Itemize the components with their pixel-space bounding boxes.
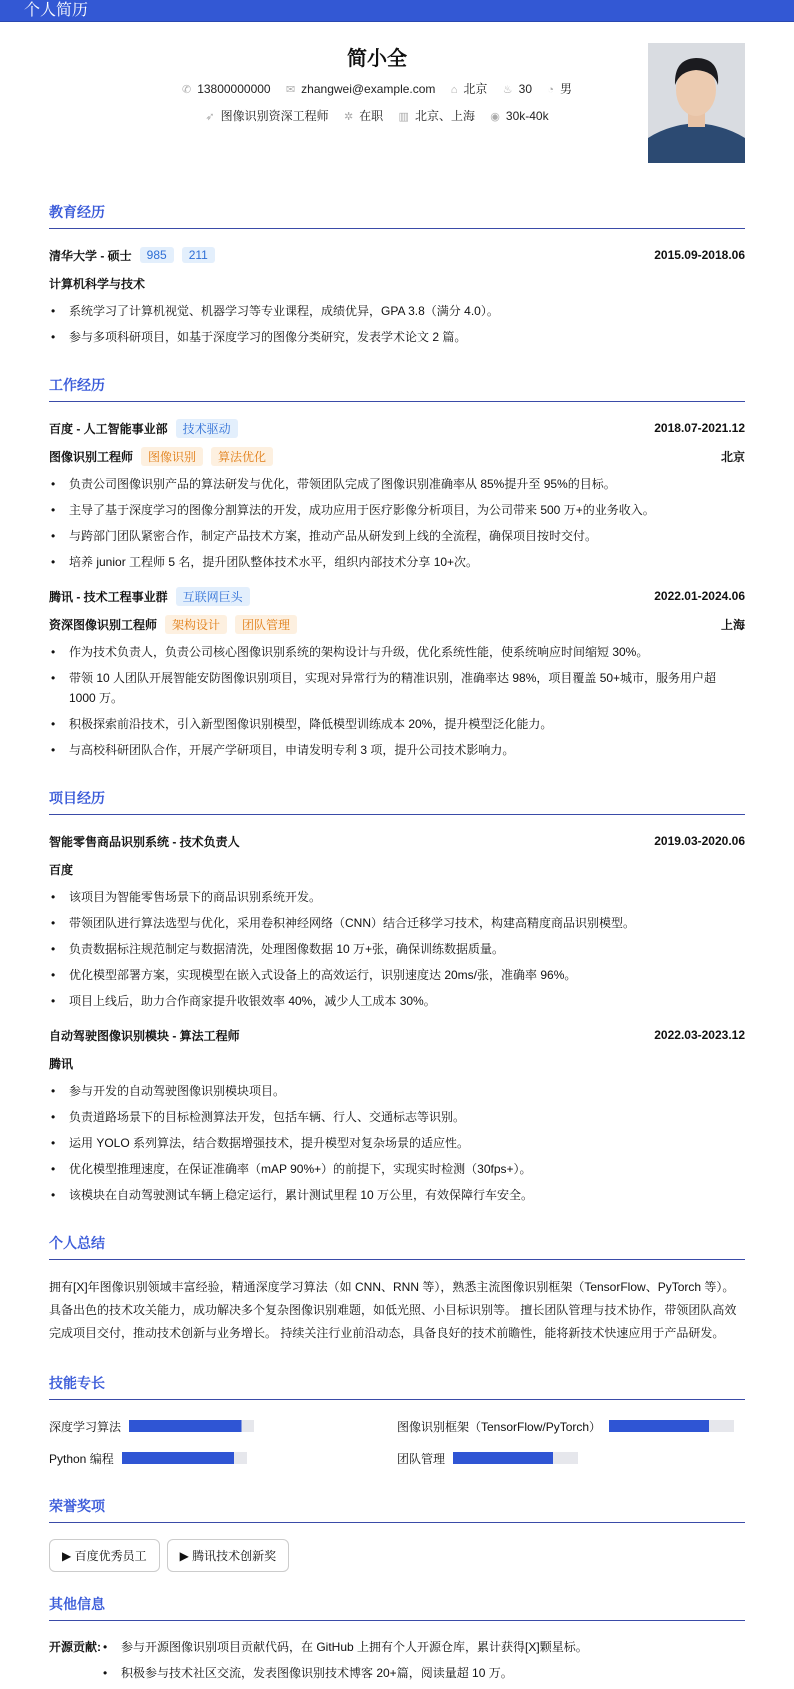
salary-icon: ◉ — [490, 111, 500, 123]
company-name: 百度 - 人工智能事业部 — [49, 421, 168, 436]
location: 北京 — [720, 449, 745, 464]
cake-icon: ♨ — [502, 84, 513, 96]
role-name: 图像识别工程师 — [49, 449, 134, 464]
date: 2015.09-2018.06 — [654, 248, 745, 262]
skill-bar-fill — [453, 1452, 553, 1464]
date: 2022.03-2023.12 — [654, 1028, 745, 1042]
skill-item — [397, 1448, 745, 1468]
list-item: • 积极探索前沿技术，引入新型图像识别模型，降低模型训练成本 20%，提升模型泛化能力。 — [49, 714, 745, 734]
age: 30 — [518, 82, 533, 96]
list-item: • 带领团队进行算法选型与优化，采用卷积神经网络（CNN）结合迁移学习技术，构建高精度商品识别模型。 — [49, 913, 745, 933]
skill-name: 团队管理 — [397, 1451, 446, 1466]
project-bullets — [49, 1081, 745, 1205]
date: 2022.01-2024.06 — [654, 589, 745, 603]
list-item: • 优化模型部署方案，实现模型在嵌入式设备上的高效运行，识别速度达 20ms/张，准确率 96%。 — [49, 965, 745, 985]
section-title-skills: 技能专长 — [49, 1373, 745, 1400]
gear-icon: ✲ — [343, 111, 354, 123]
list-item: • 参与多项科研项目，如基于深度学习的图像分类研究，发表学术论文 2 篇。 — [49, 327, 745, 347]
skill-bar — [122, 1452, 247, 1464]
company-row — [49, 586, 745, 606]
section-title-projects: 项目经历 — [49, 788, 745, 815]
award-label: 百度优秀员工 — [74, 1549, 147, 1563]
skill-bar — [129, 1420, 254, 1432]
tag: 算法优化 — [211, 447, 273, 466]
skill-item — [49, 1416, 397, 1436]
company-name: 腾讯 - 技术工程事业群 — [49, 589, 168, 604]
major: 计算机科学与技术 — [49, 276, 146, 291]
list-item: • 系统学习了计算机视觉、机器学习等专业课程，成绩优异，GPA 3.8（满分 4.0）。 — [49, 301, 745, 321]
list-item: • 负责道路场景下的目标检测算法开发，包括车辆、行人、交通标志等识别。 — [49, 1107, 745, 1127]
skill-bar-fill — [122, 1452, 235, 1464]
work-bullets — [49, 474, 745, 572]
list-item: • 参与开发的自动驾驶图像识别模块项目。 — [49, 1081, 745, 1101]
award-label: 腾讯技术创新奖 — [192, 1549, 277, 1563]
project-row — [49, 1025, 745, 1045]
skill-name: Python 编程 — [49, 1451, 114, 1466]
date: 2019.03-2020.06 — [654, 834, 745, 848]
section-title-other: 其他信息 — [49, 1594, 745, 1621]
skill-bar-fill — [129, 1420, 242, 1432]
section-title-awards: 荣誉奖项 — [49, 1496, 745, 1523]
tag: 211 — [182, 247, 215, 263]
list-item: • 负责公司图像识别产品的算法研发与优化，带领团队完成了图像识别准确率从 85%提升至 95%的目标。 — [49, 474, 745, 494]
tag: 技术驱动 — [176, 419, 238, 438]
profile-header — [49, 22, 745, 182]
home-icon: ⌂ — [450, 84, 458, 96]
education-row — [49, 245, 745, 265]
school: 清华大学 - 硕士 — [49, 248, 132, 263]
list-item: • 该项目为智能零售场景下的商品识别系统开发。 — [49, 887, 745, 907]
list-item: • 运用 YOLO 系列算法，结合数据增强技术，提升模型对复杂场景的适应性。 — [49, 1133, 745, 1153]
education-bullets — [49, 301, 745, 347]
work-list — [49, 418, 745, 760]
project-name: 自动驾驶图像识别模块 - 算法工程师 — [49, 1028, 240, 1043]
gender-icon: ◔ — [547, 84, 555, 96]
role-row — [49, 614, 745, 634]
building-icon: ▥ — [398, 111, 409, 123]
award-item[interactable] — [49, 1539, 160, 1572]
phone: 13800000000 — [197, 82, 271, 96]
project-bullets — [49, 887, 745, 1011]
tag: 团队管理 — [235, 615, 297, 634]
list-item: • 优化模型推理速度，在保证准确率（mAP 90%+）的前提下，实现实时检测（30fps+）。 — [49, 1159, 745, 1179]
list-item: • 该模块在自动驾驶测试车辆上稳定运行，累计测试里程 10 万公里，有效保障行车安全。 — [49, 1185, 745, 1205]
list-item: • 积极参与技术社区交流，发表图像识别技术博客 20+篇，阅读量超 10 万。 — [101, 1663, 588, 1683]
company — [49, 419, 238, 438]
gender: 男 — [560, 82, 573, 96]
list-item: • 主导了基于深度学习的图像分割算法的开发，成功应用于医疗影像分析项目，为公司带来 500 万+的业务收入。 — [49, 500, 745, 520]
play-icon: ▶ — [62, 1549, 75, 1563]
organization: 腾讯 — [49, 1056, 74, 1071]
skill-item — [49, 1448, 397, 1468]
job-intent — [49, 107, 745, 124]
other-info — [49, 1637, 745, 1689]
list-item: • 与跨部门团队紧密合作，制定产品技术方案，推动产品从研发到上线的全流程，确保项目按时交付。 — [49, 526, 745, 546]
org-row — [49, 1053, 745, 1073]
tag: 985 — [140, 247, 174, 263]
list-item: • 作为技术负责人，负责公司核心图像识别系统的架构设计与升级，优化系统性能，使系统响应时间缩短 30%。 — [49, 642, 745, 662]
role-name: 资深图像识别工程师 — [49, 617, 158, 632]
project-name: 智能零售商品识别系统 - 技术负责人 — [49, 834, 240, 849]
role-row — [49, 446, 745, 466]
project-list — [49, 831, 745, 1205]
salary: 30k-40k — [505, 109, 549, 123]
other-bullets — [101, 1637, 588, 1689]
skill-bar-fill — [609, 1420, 709, 1432]
list-item: • 带领 10 人团队开展智能安防图像识别项目，实现对异常行为的精准识别，准确率达 98%，项目覆盖 50+城市，服务用户超 1000 万。 — [49, 668, 745, 708]
section-title-work: 工作经历 — [49, 375, 745, 402]
email: zhangwei@example.com — [301, 82, 436, 96]
section-title-education: 教育经历 — [49, 202, 745, 229]
skill-bar — [453, 1452, 578, 1464]
skill-bar — [609, 1420, 734, 1432]
role — [49, 615, 297, 634]
play-icon: ▶ — [179, 1549, 193, 1563]
job-status: 在职 — [359, 109, 384, 123]
organization: 百度 — [49, 862, 74, 877]
section-title-summary: 个人总结 — [49, 1233, 745, 1260]
skill-name: 深度学习算法 — [49, 1419, 122, 1434]
header-bar: 个人简历 — [0, 0, 794, 22]
role — [49, 447, 273, 466]
target-city: 北京、上海 — [414, 109, 475, 123]
list-item: • 培养 junior 工程师 5 名，提升团队整体技术水平，组织内部技术分享 10+次。 — [49, 552, 745, 572]
tag: 图像识别 — [141, 447, 203, 466]
award-item[interactable] — [167, 1539, 290, 1572]
profile-photo — [648, 43, 745, 163]
skill-name: 图像识别框架（TensorFlow/PyTorch） — [397, 1419, 602, 1434]
target-position: 图像识别资深工程师 — [220, 109, 329, 123]
skills-grid — [49, 1416, 745, 1468]
list-item: • 参与开源图像识别项目贡献代码，在 GitHub 上拥有个人开源仓库，累计获得[X]颗星标。 — [101, 1637, 588, 1657]
phone-icon: ✆ — [181, 84, 192, 96]
skill-item — [397, 1416, 745, 1436]
awards-list — [49, 1539, 745, 1572]
list-item: • 负责数据标注规范制定与数据清洗，处理图像数据 10 万+张，确保训练数据质量。 — [49, 939, 745, 959]
send-icon: ➶ — [205, 111, 215, 123]
date: 2018.07-2021.12 — [654, 421, 745, 435]
org-row — [49, 859, 745, 879]
other-label: 开源贡献: — [49, 1640, 101, 1654]
list-item: • 与高校科研团队合作，开展产学研项目，申请发明专利 3 项，提升公司技术影响力。 — [49, 740, 745, 760]
city: 北京 — [463, 82, 488, 96]
contact-info — [49, 80, 745, 97]
project-row — [49, 831, 745, 851]
list-item: • 项目上线后，助力合作商家提升收银效率 40%，减少人工成本 30%。 — [49, 991, 745, 1011]
candidate-name: 简小全 — [347, 48, 407, 70]
tag: 架构设计 — [165, 615, 227, 634]
work-bullets — [49, 642, 745, 760]
company — [49, 587, 250, 606]
tag: 互联网巨头 — [176, 587, 250, 606]
location: 上海 — [720, 617, 745, 632]
major-row — [49, 273, 745, 293]
summary-text: 拥有[X]年图像识别领域丰富经验，精通深度学习算法（如 CNN、RNN 等），熟悉主流图像识别框架（TensorFlow、PyTorch 等）。具备出色的技术攻关能力，成功解决多个复杂图像识别难题，如低光照、小目标识别等。 擅长团队管理与技术协作，带领团队高效完成项目交付，推动技术创新与业务增长。 持续关注行业前沿动态，具备良好的技术前瞻性，能将新技术快速应用于产品研发。 — [49, 1280, 737, 1340]
company-row — [49, 418, 745, 438]
email-icon: ✉ — [285, 84, 296, 96]
